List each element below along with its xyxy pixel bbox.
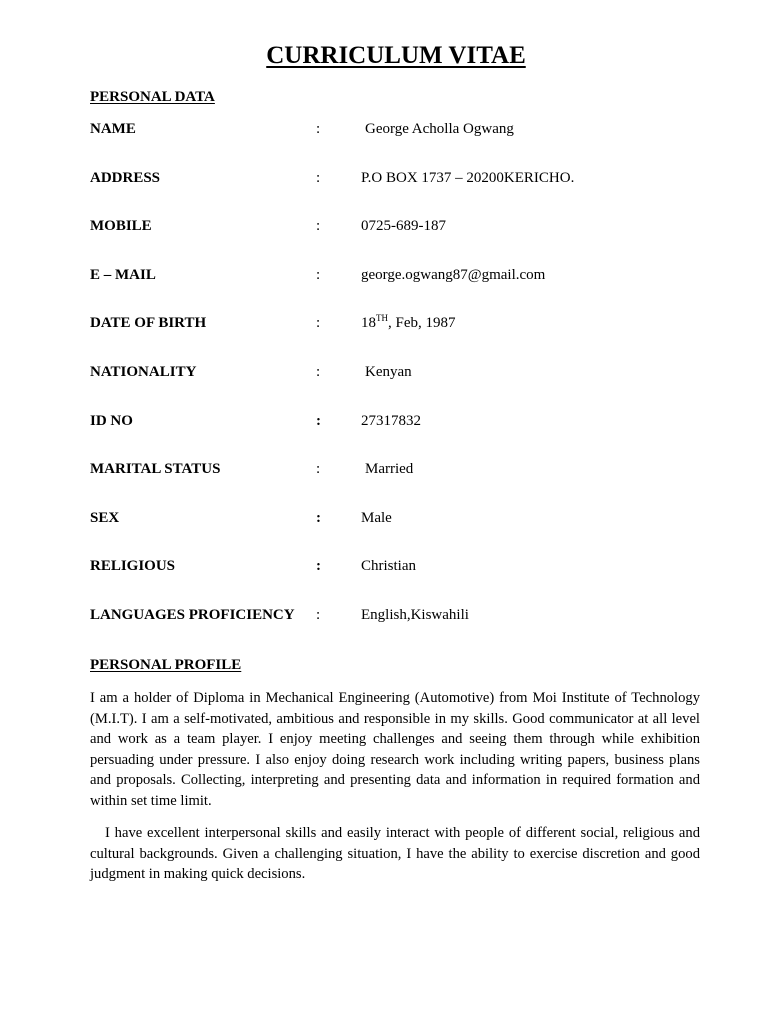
field-row-email xyxy=(90,264,700,286)
field-row-id-no xyxy=(90,410,700,432)
profile-paragraph: I am a holder of Diploma in Mechanical Engineering (Automotive) from Moi Institute of Technology (M.I.T). I am a self-motivated, ambitious and responsible in my skills. Good communicator at all level and work as a team player. I enjoy meeting challenges and seeing them through while exhibition persuading under pressure. I also enjoy doing research work including writing papers, business plans and proposals. Collecting, interpreting and presenting data and information in required formation and within set time limit. xyxy=(90,690,700,809)
field-label-languages: LANGUAGES PROFICIENCY xyxy=(90,607,295,623)
field-separator: : xyxy=(316,558,321,574)
dob-day-suffix: TH xyxy=(376,313,388,323)
field-row-address xyxy=(90,167,700,189)
field-label-email: E – MAIL xyxy=(90,267,156,283)
field-label-id-no: ID NO xyxy=(90,413,133,429)
field-separator: : xyxy=(316,461,321,477)
field-value-mobile: 0725-689-187 xyxy=(361,218,446,234)
field-value-id-no: 27317832 xyxy=(361,413,421,429)
field-separator: : xyxy=(316,267,321,283)
field-row-languages xyxy=(90,604,700,626)
field-label-address: ADDRESS xyxy=(90,170,161,186)
dob-day: 18 xyxy=(361,315,376,331)
field-value-nationality: Kenyan xyxy=(365,364,412,380)
field-label-religious: RELIGIOUS xyxy=(90,558,176,574)
field-label-date-of-birth: DATE OF BIRTH xyxy=(90,315,207,331)
dob-month-year: , Feb, 1987 xyxy=(388,315,456,331)
field-separator: : xyxy=(316,170,321,186)
personal-profile-heading: PERSONAL PROFILE xyxy=(90,657,242,673)
field-separator: : xyxy=(316,607,321,623)
field-separator: : xyxy=(316,315,321,331)
field-label-name: NAME xyxy=(90,121,136,137)
field-row-sex xyxy=(90,507,700,529)
field-value-address: P.O BOX 1737 – 20200KERICHO. xyxy=(361,170,575,186)
field-row-name xyxy=(90,118,700,140)
field-separator: : xyxy=(316,510,321,526)
field-separator: : xyxy=(316,413,321,429)
field-label-nationality: NATIONALITY xyxy=(90,364,197,380)
field-row-mobile xyxy=(90,215,700,237)
field-separator: : xyxy=(316,218,321,234)
field-value-marital-status: Married xyxy=(365,461,414,477)
field-label-mobile: MOBILE xyxy=(90,218,152,234)
field-row-nationality xyxy=(90,361,700,383)
document-title: CURRICULUM VITAE xyxy=(266,42,526,69)
field-value-religious: Christian xyxy=(361,558,416,574)
field-value-name: George Acholla Ogwang xyxy=(365,121,514,137)
profile-paragraph: I have excellent interpersonal skills and easily interact with people of different social, religious and cultural backgrounds. Given a challenging situation, I have the ability to exercise discretion and good judgment in making quick decisions. xyxy=(90,825,700,883)
field-row-marital-status xyxy=(90,458,700,480)
field-value-languages: English,Kiswahili xyxy=(361,607,469,623)
field-value-sex: Male xyxy=(361,510,392,526)
field-label-marital-status: MARITAL STATUS xyxy=(90,461,221,477)
field-label-sex: SEX xyxy=(90,510,120,526)
field-row-date-of-birth xyxy=(90,312,700,334)
field-value-date-of-birth xyxy=(361,312,456,334)
field-separator: : xyxy=(316,364,321,380)
personal-data-heading: PERSONAL DATA xyxy=(90,89,215,105)
field-separator: : xyxy=(316,121,321,137)
field-value-email: george.ogwang87@gmail.com xyxy=(361,267,546,283)
field-row-religious xyxy=(90,555,700,577)
